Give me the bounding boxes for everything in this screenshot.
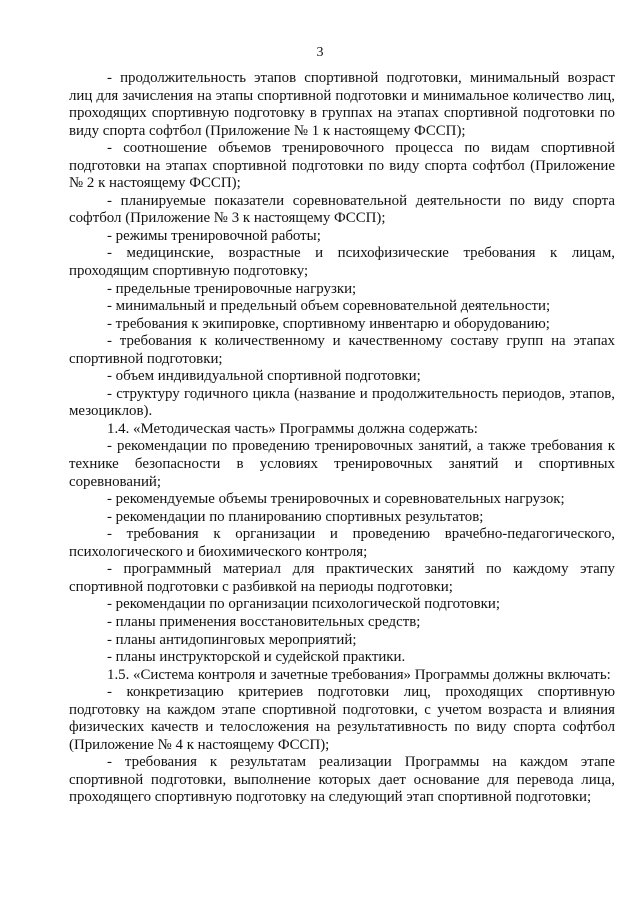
paragraph-results-requirements: - требования к результатам реализации Программы на каждом этапе спортивной подготовки, выполнение которых дает основание для перевода лица, проходящего спортивную подготовку на следующий этап спортивной подготовки; xyxy=(69,754,615,806)
paragraph-group-composition: - требования к количественному и качественному составу групп на этапах спортивной подготовки; xyxy=(69,333,615,367)
paragraph-antidoping-plans: - планы антидопинговых мероприятий; xyxy=(107,631,357,648)
paragraph-competition-volume: - минимальный и предельный объем соревновательной деятельности; xyxy=(107,298,551,315)
paragraph-recommended-loads: - рекомендуемые объемы тренировочных и соревновательных нагрузок; xyxy=(107,491,565,508)
paragraph-psychological-training: - рекомендации по организации психологической подготовки; xyxy=(107,596,500,613)
paragraph-max-loads: - предельные тренировочные нагрузки; xyxy=(107,280,357,297)
paragraph-annual-cycle: - структуру годичного цикла (название и продолжительность периодов, этапов, мезоциклов). xyxy=(69,385,615,420)
paragraph-training-recommendations: - рекомендации по проведению тренировочных занятий, а также требования к технике безопасности в условиях тренировочных занятий и спортивных соревнований; xyxy=(69,438,615,490)
paragraph-stage-duration: - продолжительность этапов спортивной подготовки, минимальный возраст лиц для зачисления на этапы спортивной подготовки и минимальное количество лиц, проходящих спортивную подготовку в группах на этапах спортивной подготовки по виду спорта софтбол (Приложение № 1 к настоящему ФССП); xyxy=(69,70,615,139)
paragraph-criteria-specification: - конкретизацию критериев подготовки лиц, проходящих спортивную подготовку на каждом этапе спортивной подготовки, с учетом возраста и влияния физических качеств и телосложения на результативность по виду спорта софтбол (Приложение № 4 к настоящему ФССП); xyxy=(69,684,615,753)
paragraph-competition-indicators: - планируемые показатели соревновательной деятельности по виду спорта софтбол (Приложение № 3 к настоящему ФССП); xyxy=(69,192,615,227)
paragraph-training-modes: - режимы тренировочной работы; xyxy=(107,227,321,244)
paragraph-program-material: - программный материал для практических занятий по каждому этапу спортивной подготовки с разбивкой на периоды подготовки; xyxy=(69,561,615,595)
paragraph-medical-requirements: - медицинские, возрастные и психофизические требования к лицам, проходящим спортивную подготовку; xyxy=(69,245,615,280)
paragraph-section-1-4: 1.4. «Методическая часть» Программы должна содержать: xyxy=(107,420,478,437)
paragraph-instructor-practice: - планы инструкторской и судейской практики. xyxy=(107,649,406,666)
document-body xyxy=(69,70,615,807)
paragraph-section-1-5: 1.5. «Система контроля и зачетные требования» Программы должны включать: xyxy=(107,666,611,683)
paragraph-results-planning: - рекомендации по планированию спортивных результатов; xyxy=(107,508,484,525)
page-number: 3 xyxy=(316,45,324,60)
paragraph-equipment-requirements: - требования к экипировке, спортивному инвентарю и оборудованию; xyxy=(107,315,550,332)
paragraph-training-volume-ratio: - соотношение объемов тренировочного процесса по видам спортивной подготовки на этапах спортивной подготовки по виду спорта софтбол (Приложение № 2 к настоящему ФССП); xyxy=(69,140,615,192)
paragraph-individual-training: - объем индивидуальной спортивной подготовки; xyxy=(107,368,421,385)
paragraph-recovery-plans: - планы применения восстановительных средств; xyxy=(107,613,421,630)
paragraph-control-requirements: - требования к организации и проведению врачебно-педагогического, психологического и биохимического контроля; xyxy=(69,526,615,560)
